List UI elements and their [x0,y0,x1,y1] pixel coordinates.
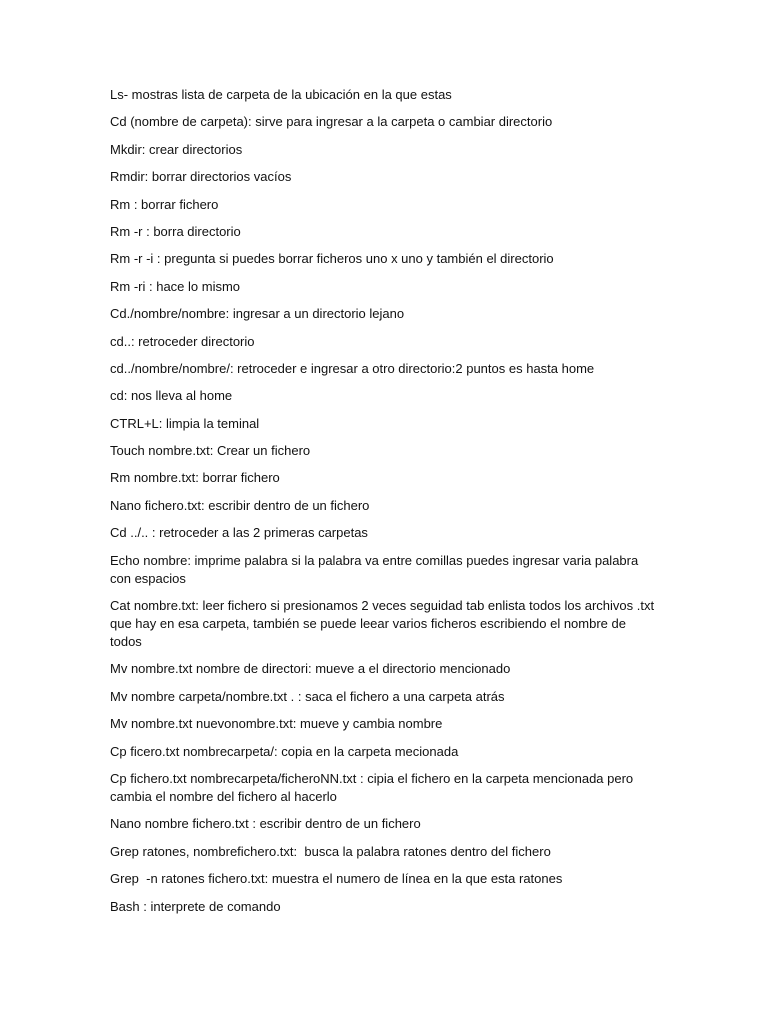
document-line: Rm nombre.txt: borrar fichero [110,470,280,486]
document-line: Rm -r : borra directorio [110,223,241,239]
document-line: Mv nombre.txt nuevonombre.txt: mueve y cambia nombre [110,716,443,732]
document-line: Ls- mostras lista de carpeta de la ubicación en la que estas [110,87,452,102]
document-line: Rm -ri : hace lo mismo [110,278,241,294]
document-line: Rmdir: borrar directorios vacíos [110,169,292,185]
document-body [110,86,665,925]
document-line: Mv nombre carpeta/nombre.txt . : saca el fichero a una carpeta atrás [110,688,505,704]
document-line: cd..: retroceder directorio [110,333,255,349]
document-line: Cp fichero.txt nombrecarpeta/ficheroNN.txt : cipia el fichero en la carpeta mencionada pero cambia el nombre del fichero al hacerlo [110,770,634,804]
document-line: Bash : interprete de comando [110,898,281,914]
document-line: CTRL+L: limpia la teminal [110,415,260,431]
document-line: Mv nombre.txt nombre de directori: mueve a el directorio mencionado [110,661,511,677]
document-line: cd: nos lleva al home [110,388,233,404]
document-line: Cd./nombre/nombre: ingresar a un directorio lejano [110,306,405,322]
document-line: Rm -r -i : pregunta si puedes borrar ficheros uno x uno y también el directorio [110,251,554,267]
document-line: Cd (nombre de carpeta): sirve para ingresar a la carpeta o cambiar directorio [110,114,553,130]
document-line: Cp ficero.txt nombrecarpeta/: copia en la carpeta mecionada [110,743,459,759]
document-line: Grep -n ratones fichero.txt: muestra el numero de línea en la que esta ratones [110,871,563,887]
document-line: Nano fichero.txt: escribir dentro de un fichero [110,497,370,513]
document-line: Cat nombre.txt: leer fichero si presionamos 2 veces seguidad tab enlista todos los archivos .txt que hay en esa carpeta, también se puede leear varios ficheros escribiendo el nombre de todos [110,598,655,650]
document-line: Echo nombre: imprime palabra si la palabra va entre comillas puedes ingresar varia palabra con espacios [110,552,639,586]
document-line: Mkdir: crear directorios [110,141,243,157]
document-line: Grep ratones, nombrefichero.txt: busca la palabra ratones dentro del fichero [110,843,551,859]
document-line: Nano nombre fichero.txt : escribir dentro de un fichero [110,816,421,832]
document-line: cd../nombre/nombre/: retroceder e ingresar a otro directorio:2 puntos es hasta home [110,360,595,376]
document-line: Touch nombre.txt: Crear un fichero [110,443,311,459]
document-line: Rm : borrar fichero [110,196,219,212]
document-line: Cd ../.. : retroceder a las 2 primeras carpetas [110,525,368,541]
